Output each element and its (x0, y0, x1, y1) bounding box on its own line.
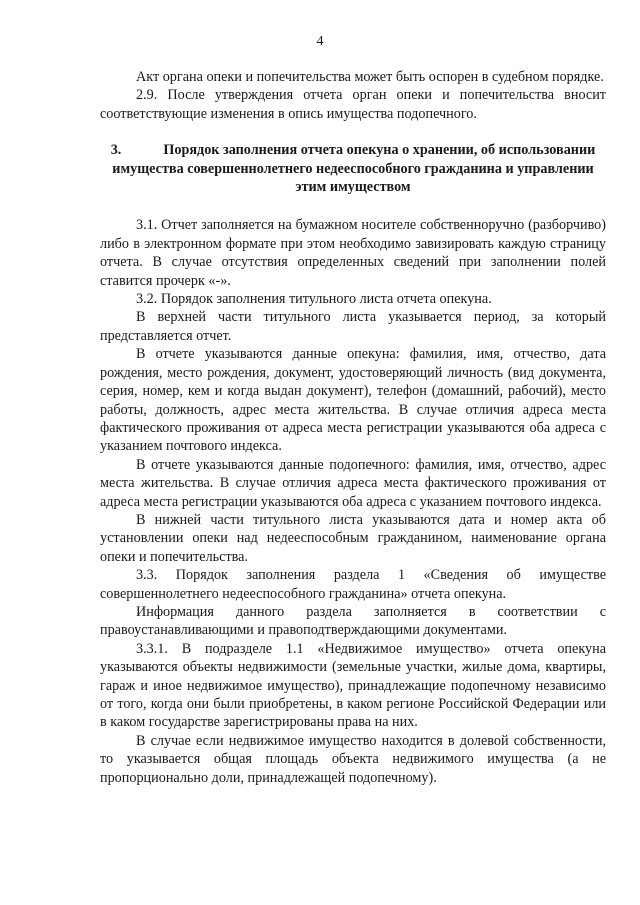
paragraph: В отчете указываются данные опекуна: фамилия, имя, отчество, дата рождения, место рождения, документ, удостоверяющий личность (вид документа, серия, номер, кем и когда выдан документ), телефон (домашний, рабочий), место работы, должность, адрес места жительства. В случае отличия адреса места фактического проживания от адреса места регистрации указываются оба адреса с указанием почтового индекса. (100, 346, 606, 455)
section-heading (100, 141, 606, 196)
paragraph: В случае если недвижимое имущество находится в долевой собственности, то указывается общая площадь объекта недвижимого имущества (а не пропорционально доли, принадлежащей подопечному). (100, 732, 606, 786)
paragraph: 3.3.1. В подразделе 1.1 «Недвижимое имущество» отчета опекуна указываются объекты недвижимости (земельные участки, жилые дома, квартиры, гараж и иное недвижимое имущество), принадлежащие подопечному независимо от того, когда они были приобретены, в каком регионе Российской Федерации или в каком государстве зарегистрированы права на них. (100, 640, 606, 731)
section-title: Порядок заполнения отчета опекуна о хранении, об использовании имущества совершеннолетнего недееспособного гражданина и управлении этим имуществом (112, 142, 596, 196)
paragraph: Информация данного раздела заполняется в соответствии с правоустанавливающими и правоподтверждающими документами. (100, 603, 606, 639)
paragraph: 3.3. Порядок заполнения раздела 1 «Сведения об имуществе совершеннолетнего недееспособного гражданина» отчета опекуна. (100, 567, 606, 602)
paragraph: Акт органа опеки и попечительства может быть оспорен в судебном порядке. (136, 69, 604, 85)
paragraph: 3.1. Отчет заполняется на бумажном носителе собственноручно (разборчиво) либо в электронном формате при этом необходимо завизировать каждую страницу отчета. В случае отсутствия определенных сведений при заполнении полей ставится прочерк «-». (100, 217, 606, 289)
paragraph: В верхней части титульного листа указывается период, за который представляется отчет. (100, 309, 606, 344)
section-number: 3. (110, 142, 122, 159)
document-body (100, 68, 606, 787)
paragraph: В отчете указываются данные подопечного: фамилия, имя, отчество, адрес места жительства. В случае отличия адреса места фактического проживания от адреса места регистрации указываются оба адреса с указанием почтового индекса. (100, 456, 606, 510)
page-number: 4 (316, 34, 324, 49)
paragraph: 2.9. После утверждения отчета орган опеки и попечительства вносит соответствующие изменения в опись имущества подопечного. (100, 87, 606, 122)
paragraph: 3.2. Порядок заполнения титульного листа отчета опекуна. (136, 291, 492, 308)
paragraph: В нижней части титульного листа указываются дата и номер акта об установлении опеки над недееспособным гражданином, наименование органа опеки и попечительства. (100, 511, 606, 565)
